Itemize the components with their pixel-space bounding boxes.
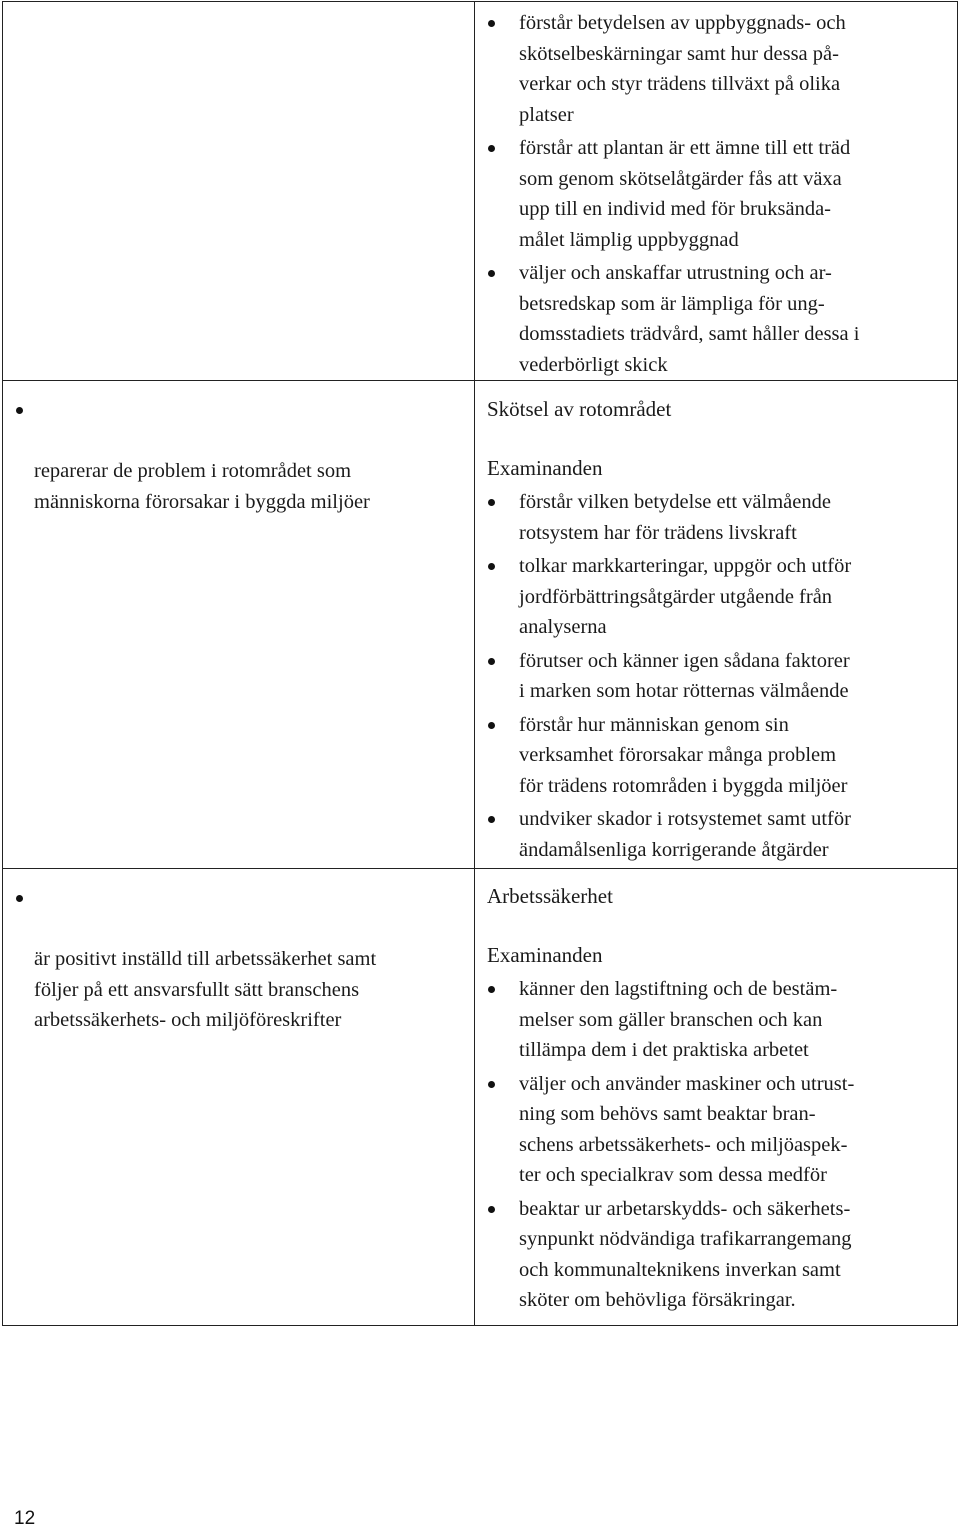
left-cell-safety [3, 869, 475, 1326]
list-item-text: väljer och anskaffar utrustning och ar- betsredskap som är lämpliga för ung- domsstadiets trädvård, samt håller dessa i vederbörligt skick [519, 262, 860, 376]
left-cell-root [3, 381, 475, 869]
list-item [475, 8, 957, 130]
list-item [475, 710, 957, 802]
list-item-text: förutser och känner igen sådana faktorer i marken som hotar rötternas välmående [519, 649, 850, 702]
left-cell-intro [3, 2, 475, 381]
right-cell-intro [475, 2, 958, 381]
safety-list [475, 974, 957, 1316]
table-row [3, 2, 958, 381]
list-item [475, 133, 957, 255]
bullet-icon [488, 20, 495, 27]
list-item [475, 1069, 957, 1191]
right-cell-root [475, 381, 958, 869]
list-item [475, 646, 957, 707]
list-item-text: förstår att plantan är ett ämne till ett träd som genom skötselåtgärder fås att växa upp till en individ med för bruksända- målet lämplig uppbyggnad [519, 137, 851, 251]
table-row [3, 869, 958, 1326]
list-item-text: förstår hur människan genom sin verksamhet förorsakar många problem för trädens rotområden i byggda miljöer [519, 713, 848, 797]
list-item [475, 1194, 957, 1316]
list-item-text: förstår vilken betydelse ett välmående rotsystem har för trädens livskraft [519, 491, 831, 544]
bullet-icon [488, 658, 495, 665]
list-item-text: förstår betydelsen av uppbyggnads- och skötselbeskärningar samt hur dessa på- verkar och styr trädens tillväxt på olika platser [519, 12, 846, 126]
list-item-text: undviker skador i rotsystemet samt utför ändamålsenliga korrigerande åtgärder [519, 808, 851, 861]
list-item: reparerar de problem i rotområdet som människorna förorsakar i byggda miljöer [3, 395, 475, 548]
section-subheading-safety: Examinanden [487, 943, 603, 967]
bullet-icon [488, 145, 495, 152]
list-item [475, 258, 957, 380]
bullet-icon [488, 563, 495, 570]
list-item [475, 487, 957, 548]
content-table [2, 1, 958, 1326]
page-number: 12 [14, 1508, 36, 1529]
section-heading-root: Skötsel av rotområdet [487, 397, 672, 421]
list-item-text: känner den lagstiftning och de bestäm- melser som gäller branschen och kan tillämpa dem i det praktiska arbetet [519, 978, 838, 1061]
list-item-text: väljer och använder maskiner och utrust- ning som behövs samt beaktar bran- schens arbetssäkerhets- och miljöaspek- ter och specialkrav som dessa medför [519, 1072, 855, 1186]
right-cell-safety [475, 869, 958, 1326]
bullet-icon [488, 986, 495, 993]
list-item-text: beaktar ur arbetarskydds- och säkerhets- synpunkt nödvändiga trafikarrangemang och kommunalteknikens inverkan samt sköter om behövliga försäkringar. [519, 1197, 852, 1311]
list-item [475, 804, 957, 865]
list-item-text: tolkar markkarteringar, uppgör och utför jordförbättringsåtgärder utgående från analyserna [519, 555, 852, 638]
bullet-icon [488, 1206, 495, 1213]
list-item [475, 974, 957, 1066]
list-item [475, 551, 957, 643]
section-subheading-root: Examinanden [487, 456, 603, 480]
bullet-icon [16, 895, 23, 902]
bullet-icon [488, 722, 495, 729]
table-row [3, 381, 958, 869]
root-care-list [475, 487, 957, 865]
bullet-icon [488, 499, 495, 506]
list-item: är positivt inställd till arbetssäkerhet samt följer på ett ansvarsfullt sätt branschens arbetssäkerhets- och miljöföreskrifter [3, 883, 475, 1066]
bullet-icon [488, 270, 495, 277]
bullet-icon [16, 407, 23, 414]
bullet-icon [488, 816, 495, 823]
section-heading-safety: Arbetssäkerhet [487, 884, 613, 908]
bullet-icon [488, 1081, 495, 1088]
intro-list [475, 8, 957, 380]
